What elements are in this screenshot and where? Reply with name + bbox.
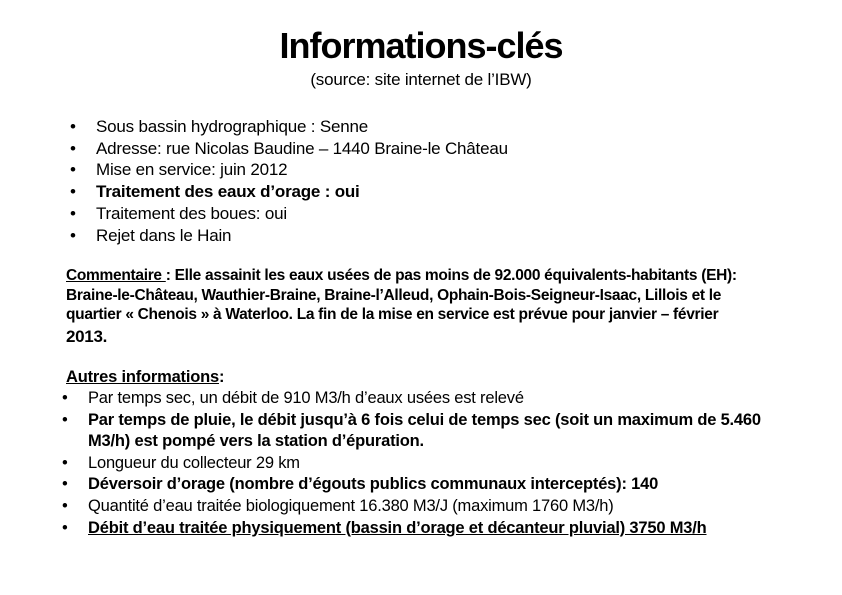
bullet-icon: •	[70, 117, 76, 136]
bullet-icon: •	[70, 203, 76, 223]
list-item	[70, 181, 508, 203]
info-line: Par temps de pluie, le débit jusqu’à 6 fois celui de temps sec (soit un maximum de 5.460	[88, 410, 761, 429]
commentaire-text: : Elle assainit les eaux usées de pas moins de 92.000 équivalents-habitants (EH):	[165, 267, 737, 284]
list-item	[70, 116, 508, 138]
autres-informations-list	[62, 388, 761, 539]
bullet-icon: •	[62, 475, 68, 494]
list-item	[70, 225, 508, 247]
commentaire-paragraph	[66, 266, 836, 347]
list-item	[62, 453, 761, 475]
list-item	[62, 388, 761, 410]
heading-text: Autres informations	[66, 368, 219, 386]
list-item	[70, 138, 508, 160]
autres-informations-heading	[66, 368, 224, 387]
fact-text: Sous bassin hydrographique : Senne	[96, 117, 369, 136]
heading-colon: :	[218, 368, 225, 386]
bullet-icon: •	[62, 518, 68, 537]
page-subtitle: (source: site internet de l’IBW)	[310, 70, 532, 89]
list-item	[70, 159, 508, 181]
info-text: Longueur du collecteur 29 km	[88, 453, 300, 472]
list-item	[62, 518, 761, 540]
info-text: Débit d’eau traitée physiquement (bassin d’orage et décanteur pluvial) 3750 M3/h	[88, 518, 707, 537]
info-line: M3/h) est pompé vers la station d’épuration.	[88, 432, 424, 451]
list-item	[62, 496, 761, 518]
bullet-icon: •	[62, 453, 68, 472]
info-text: Déversoir d’orage (nombre d’égouts publics communaux interceptés): 140	[88, 475, 659, 494]
list-item	[70, 203, 508, 225]
bullet-icon: •	[70, 138, 76, 158]
bullet-icon: •	[70, 182, 76, 202]
fact-text: Mise en service: juin 2012	[96, 160, 288, 180]
bullet-icon: •	[70, 225, 76, 245]
bullet-icon: •	[70, 160, 76, 180]
info-text: Quantité d’eau traitée biologiquement 16.380 M3/J (maximum 1760 M3/h)	[88, 496, 614, 515]
list-item	[62, 474, 761, 496]
info-text	[88, 410, 761, 453]
bullet-icon: •	[62, 410, 68, 429]
info-text: Par temps sec, un débit de 910 M3/h d’eaux usées est relevé	[88, 389, 524, 407]
fact-text: Rejet dans le Hain	[96, 225, 232, 245]
page-title: Informations-clés	[279, 25, 563, 66]
commentaire-line	[66, 266, 836, 286]
bullet-icon: •	[62, 496, 68, 515]
commentaire-line: quartier « Chenois » à Waterloo. La fin de la mise en service est prévue pour janvier – février	[66, 306, 719, 324]
commentaire-line: 2013.	[66, 327, 108, 347]
list-item	[62, 410, 761, 453]
facts-list	[70, 116, 508, 246]
fact-text: Traitement des boues: oui	[96, 203, 287, 223]
commentaire-line: Braine-le-Château, Wauthier-Braine, Braine-l’Alleud, Ophain-Bois-Seigneur-Isaac, Lillois et le	[66, 286, 722, 304]
bullet-icon: •	[62, 389, 68, 407]
fact-text: Adresse: rue Nicolas Baudine – 1440 Braine-le Château	[96, 138, 508, 158]
fact-text: Traitement des eaux d’orage : oui	[96, 182, 360, 202]
commentaire-label: Commentaire	[66, 267, 166, 284]
